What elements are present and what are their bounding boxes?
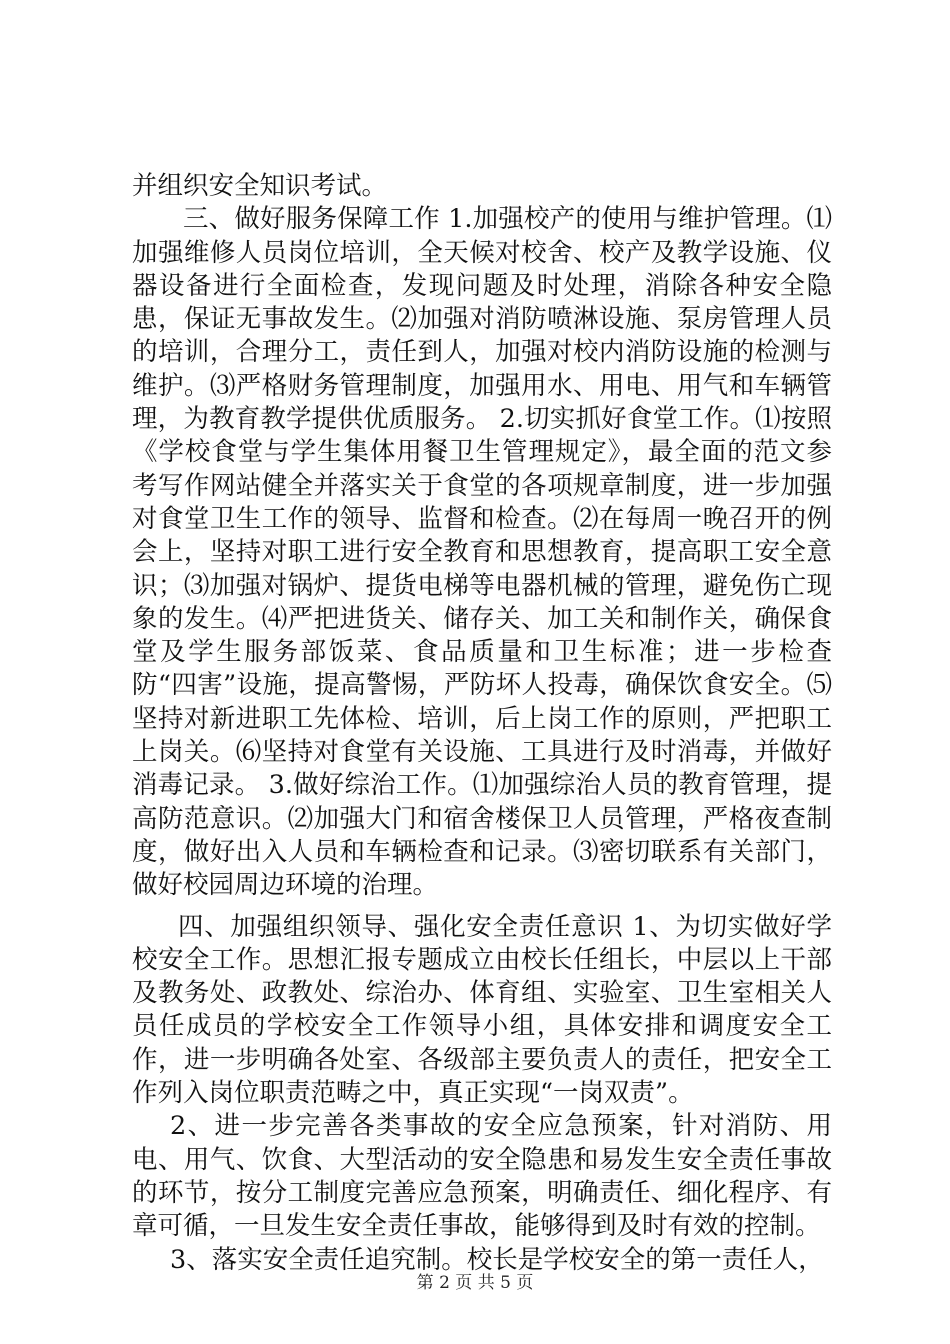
- paragraph-accountability: 3、落实安全责任追究制。校长是学校安全的第一责任人，: [170, 1244, 824, 1275]
- page-number-footer: 第 2 页 共 5 页: [416, 1273, 534, 1293]
- paragraph-service-guarantee: 三、做好服务保障工作 1.加强校产的使用与维护管理。⑴加强维修人员岗位培训，全天候对校舍、校产及教学设施、仪器设备进行全面检查，发现问题及时处理，消除各种安全隐患，保证无事故发生。⑵加强对消防喷淋设施、泵房管理人员的培训，合理分工，责任到人，加强对校内消防设施的检测与维护。⑶严格财务管理制度，加强用水、用电、用气和车辆管理，为教育教学提供优质服务。 2.切实抓好食堂工作。⑴按照《学校食堂与学生集体用餐卫生管理规定》，最全面的范文参考写作网站健全并落实关于食堂的各项规章制度，进一步加强对食堂卫生工作的领导、监督和检查。⑵在每周一晚召开的例会上，坚持对职工进行安全教育和思想教育，提高职工安全意识；⑶加强对锅炉、提货电梯等电器机械的管理，避免伤亡现象的发生。⑷严把进货关、储存关、加工关和制作关，确保食堂及学生服务部饭菜、食品质量和卫生标准；进一步检查防“四害”设施，提高警惕，严防坏人投毒，确保饮食安全。⑸坚持对新进职工先体检、培训，后上岗工作的原则，严把职工上岗关。⑹坚持对食堂有关设施、工具进行及时消毒，并做好消毒记录。 3.做好综治工作。⑴加强综治人员的教育管理，提高防范意识。⑵加强大门和宿舍楼保卫人员管理，严格夜查制度，做好出入人员和车辆检查和记录。⑶密切联系有关部门，做好校园周边环境的治理。: [132, 204, 832, 901]
- paragraph-organization-leadership: 四、加强组织领导、强化安全责任意识 1、为切实做好学校安全工作。思想汇报专题成立由校长任组长，中层以上干部及教务处、政教处、综治办、体育组、实验室、卫生室相关人员任成员的学校安全工作领导小组，具体安排和调度安全工作，进一步明确各处室、各级部主要负责人的责任，把安全工作列入岗位职责范畴之中，真正实现“一岗双责”。: [132, 911, 832, 1109]
- paragraph-emergency-plan: 2、进一步完善各类事故的安全应急预案，针对消防、用电、用气、饮食、大型活动的安全隐患和易发生安全责任事故的环节，按分工制度完善应急预案，明确责任、细化程序、有章可循，一旦发生安全责任事故，能够得到及时有效的控制。: [132, 1111, 832, 1242]
- document-body: [132, 170, 832, 1277]
- paragraph-continuation: 并组织安全知识考试。: [132, 171, 388, 201]
